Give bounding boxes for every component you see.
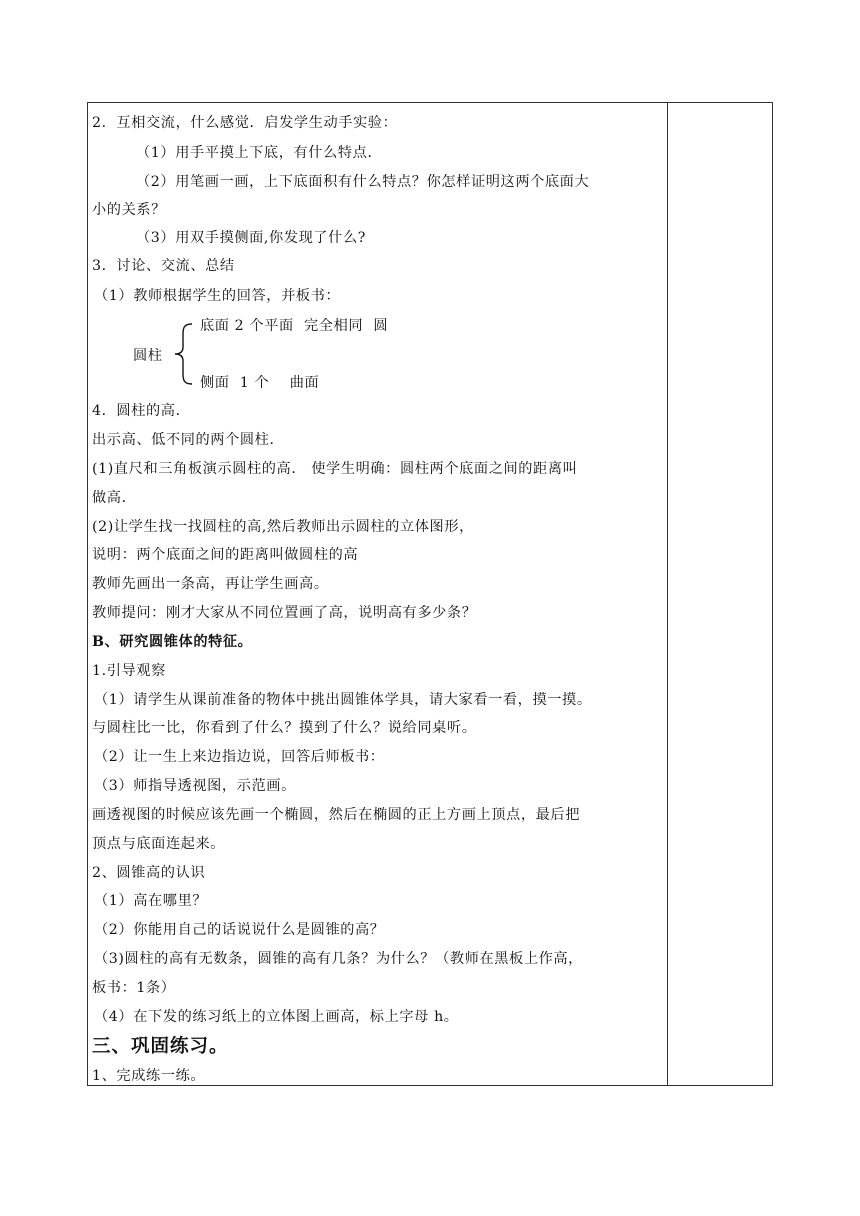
cone-step-1-item-1: （1）请学生从课前准备的物体中挑出圆锥体学具，请大家看一看，摸一摸。 [94,692,592,708]
cone-step-1-heading: 1.引导观察 [92,663,166,679]
step-2-item-2: （2）用笔画一画，上下底面积有什么特点？你怎样证明这两个底面大 [136,174,590,190]
brace-bottom-text: 侧面 1 个 曲面 [200,375,320,391]
notes-column-cell [668,103,772,1085]
section-3-item-1: 1、完成练一练。 [92,1068,206,1084]
brace-top-text: 底面 2 个平面 完全相同 圆 [200,318,389,334]
cylinder-brace-diagram [92,308,492,391]
cone-step-1-item-2: （2）让一生上来边指边说，回答后师板书： [94,749,385,765]
cone-step-2-heading: 2、圆锥高的认识 [92,865,206,881]
step-2-heading: 2．互相交流，什么感觉．启发学生动手实验： [92,115,398,131]
cone-step-1-text: 画透视图的时候应该先画一个椭圆，然后在椭圆的正上方画上顶点，最后把 [92,807,580,823]
cone-step-1-item-3: （3）师指导透视图，示范画。 [94,778,296,794]
curly-brace-icon [172,322,194,386]
step-3-item-1: （1）教师根据学生的回答，并板书： [94,288,341,304]
cone-step-2-item-3: （3)圆柱的高有无数条，圆锥的高有几条？为什么？（教师在黑板上作高， [94,951,583,967]
step-4-text-3: (2)让学生找一找圆柱的高,然后教师出示圆柱的立体图形， [92,519,474,535]
cone-step-2-item-3-cont: 板书：1条） [92,980,176,996]
section-b-heading: B、研究圆锥体的特征。 [92,634,253,650]
cone-step-2-item-2: （2）你能用自己的话说说什么是圆锥的高？ [94,922,385,938]
brace-label: 圆柱 [133,348,163,364]
cone-step-1-item-1-cont: 与圆柱比一比，你看到了什么？摸到了什么？说给同桌听。 [92,720,477,736]
step-2-item-2-cont: 小的关系？ [92,202,166,218]
cone-step-1-text-cont: 顶点与底面连起来。 [92,836,226,852]
step-4-heading: 4．圆柱的高． [92,403,191,419]
step-2-item-3: （3）用双手摸侧面,你发现了什么? [136,230,366,246]
step-4-text-5: 教师先画出一条高，再让学生画高。 [92,576,329,592]
step-4-text-1: 出示高、低不同的两个圆柱． [92,432,285,448]
step-4-text-6: 教师提问：刚才大家从不同位置画了高，说明高有多少条？ [92,605,477,621]
cone-step-2-item-4: （4）在下发的练习纸上的立体图上画高，标上字母 h。 [94,1009,459,1025]
cone-step-2-item-1: （1）高在哪里？ [94,893,208,909]
step-4-text-2-cont: 做高． [92,490,137,506]
step-3-heading: 3．讨论、交流、总结 [92,258,235,274]
step-4-text-4: 说明：两个底面之间的距离叫做圆柱的高 [92,547,359,563]
step-2-item-1: （1）用手平摸上下底，有什么特点． [136,145,383,161]
section-3-heading: 三、巩固练习。 [92,1036,229,1057]
step-4-text-2: (1)直尺和三角板演示圆柱的高． 使学生明确：圆柱两个底面之间的距离叫 [92,461,578,477]
